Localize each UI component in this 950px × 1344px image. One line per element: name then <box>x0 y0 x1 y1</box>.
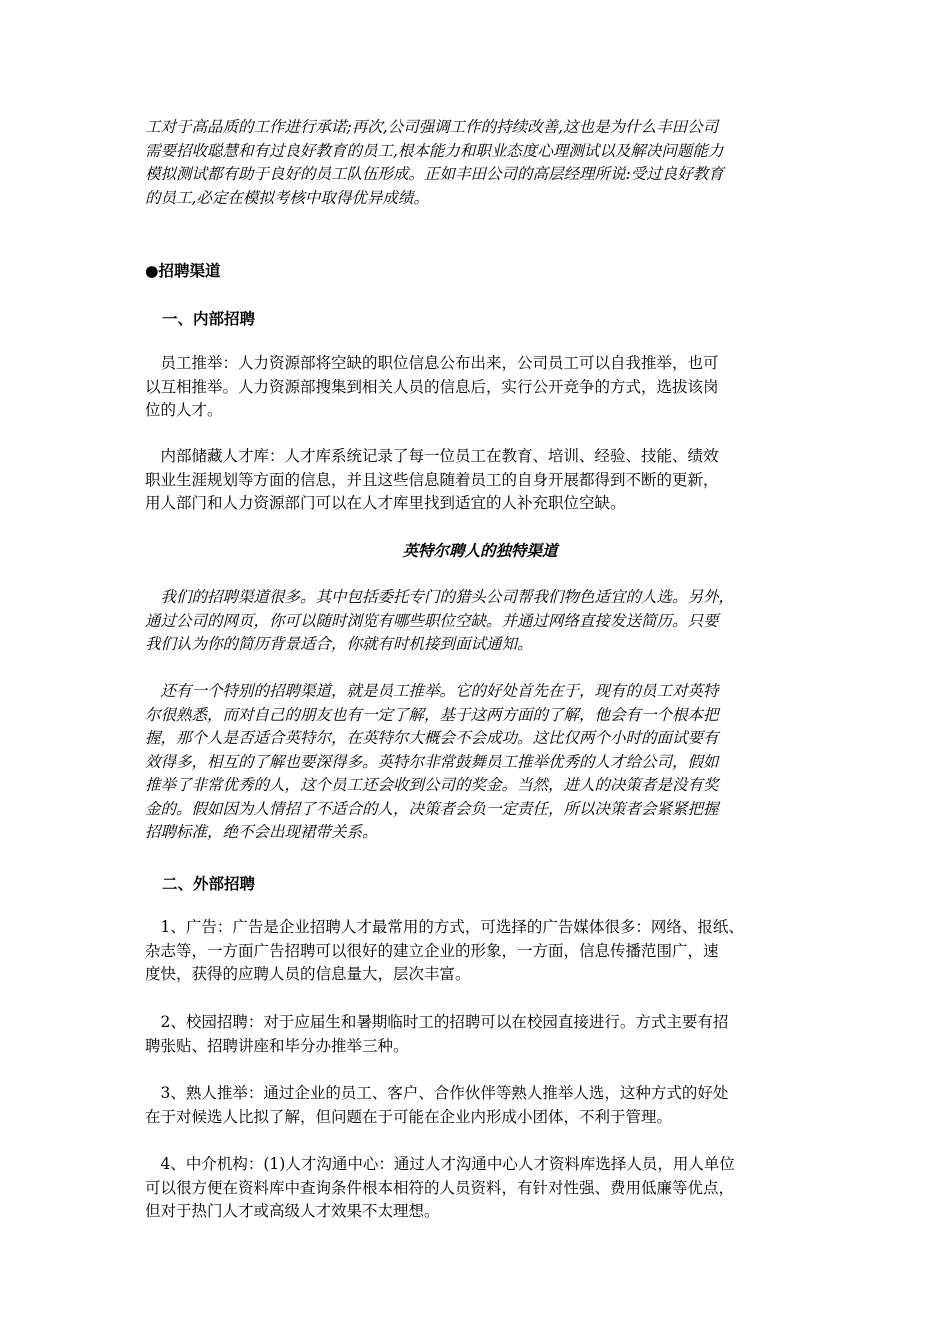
external-recruit-heading: 二、外部招聘 <box>162 874 256 893</box>
text-line: 的员工,必定在模拟考核中取得优异成绩。 <box>145 188 429 207</box>
text-line: 工对于高品质的工作进行承诺;再次,公司强调工作的持续改善,这也是为什么丰田公司 <box>145 118 719 136</box>
text-line: 用人部门和人力资源部门可以在人才库里找到适宜的人补充职位空缺。 <box>145 494 626 512</box>
text-line: 内部储藏人才库：人才库系统记录了每一位员工在教育、培训、经验、技能、绩效 <box>145 447 719 465</box>
text-line: 4、中介机构：(1)人才沟通中心：通过人才沟通中心人才资料库选择人员，用人单位 <box>145 1155 735 1173</box>
text-line: 握，那个人是否适合英特尔，在英特尔大概会不会成功。这比仅两个小时的面试要有 <box>145 729 719 747</box>
text-line: 杂志等，一方面广告招聘可以很好的建立企业的形象，一方面，信息传播范围广，速 <box>145 941 719 960</box>
text-line: 1、广告：广告是企业招聘人才最常用的方式，可选择的广告媒体很多：网络、报纸、 <box>145 918 744 936</box>
text-line: 尔很熟悉，而对自己的朋友也有一定了解，基于这两方面的了解，他会有一个根本把 <box>145 705 719 724</box>
text-line: 职业生涯规划等方面的信息，并且这些信息随着员工的自身开展都得到不断的更新， <box>145 470 719 489</box>
text-line: 模拟测试都有助于良好的员工队伍形成。正如丰田公司的高层经理所说:受过良好教育 <box>145 165 724 183</box>
intel-title: 英特尔聘人的独特渠道 <box>402 541 558 560</box>
text-line: 金的。假如因为人情招了不适合的人，决策者会负一定责任，所以决策者会紧紧把握 <box>145 799 719 818</box>
text-line: 效得多，相互的了解也要深得多。英特尔非常鼓舞员工推举优秀的人才给公司，假如 <box>145 752 719 771</box>
text-line: 可以很方便在资料库中查询条件根本相符的人员资料，有针对性强、费用低廉等优点， <box>145 1178 735 1197</box>
text-line: 推举了非常优秀的人，这个员工还会收到公司的奖金。当然，进人的决策者是没有奖 <box>145 776 719 794</box>
talent-pool-paragraph <box>145 445 719 516</box>
text-line: 以互相推举。人力资源部搜集到相关人员的信息后，实行公开竞争的方式，选拔该岗 <box>145 377 719 396</box>
text-line: 3、熟人推举：通过企业的员工、客户、合作伙伴等熟人推举人选，这种方式的好处 <box>145 1084 729 1102</box>
employee-recommend-paragraph <box>145 352 719 423</box>
text-line: 员工推举：人力资源部将空缺的职位信息公布出来，公司员工可以自我推举，也可 <box>145 354 719 372</box>
text-line: 位的人才。 <box>145 401 223 419</box>
text-line: 2、校园招聘：对于应届生和暑期临时工的招聘可以在校园直接进行。方式主要有招 <box>145 1013 729 1031</box>
text-line: 招聘标准，绝不会出现裙带关系。 <box>145 823 378 841</box>
text-line: 需要招收聪慧和有过良好教育的员工,根本能力和职业态度心理测试以及解决问题能力 <box>145 141 724 160</box>
text-line: 我们认为你的简历背景适合，你就有时机接到面试通知。 <box>145 635 533 653</box>
text-line: 还有一个特别的招聘渠道，就是员工推举。它的好处首先在于，现有的员工对英特 <box>145 682 719 700</box>
text-line: 但对于热门人才或高级人才效果不太理想。 <box>145 1202 440 1220</box>
toyota-paragraph <box>145 116 724 210</box>
agency-paragraph <box>145 1153 735 1224</box>
campus-paragraph <box>145 1011 728 1058</box>
text-line: 度快，获得的应聘人员的信息量大，层次丰富。 <box>145 965 471 983</box>
text-line: 我们的招聘渠道很多。其中包括委托专门的猎头公司帮我们物色适宜的人选。另外， <box>145 588 735 606</box>
internal-recruit-heading: 一、内部招聘 <box>162 309 256 328</box>
text-line: 聘张贴、招聘讲座和毕分办推举三种。 <box>145 1036 409 1055</box>
intel-paragraph-2 <box>145 680 719 845</box>
section-heading: ●招聘渠道 <box>145 261 221 280</box>
text-line: 通过公司的网页，你可以随时浏览有哪些职位空缺。并通过网络直接发送简历。只要 <box>145 611 719 630</box>
intel-paragraph-1 <box>145 586 734 657</box>
ads-paragraph <box>145 916 744 987</box>
text-line: 在于对候选人比拟了解，但问题在于可能在企业内形成小团体，不利于管理。 <box>145 1107 673 1126</box>
referral-paragraph <box>145 1082 728 1129</box>
